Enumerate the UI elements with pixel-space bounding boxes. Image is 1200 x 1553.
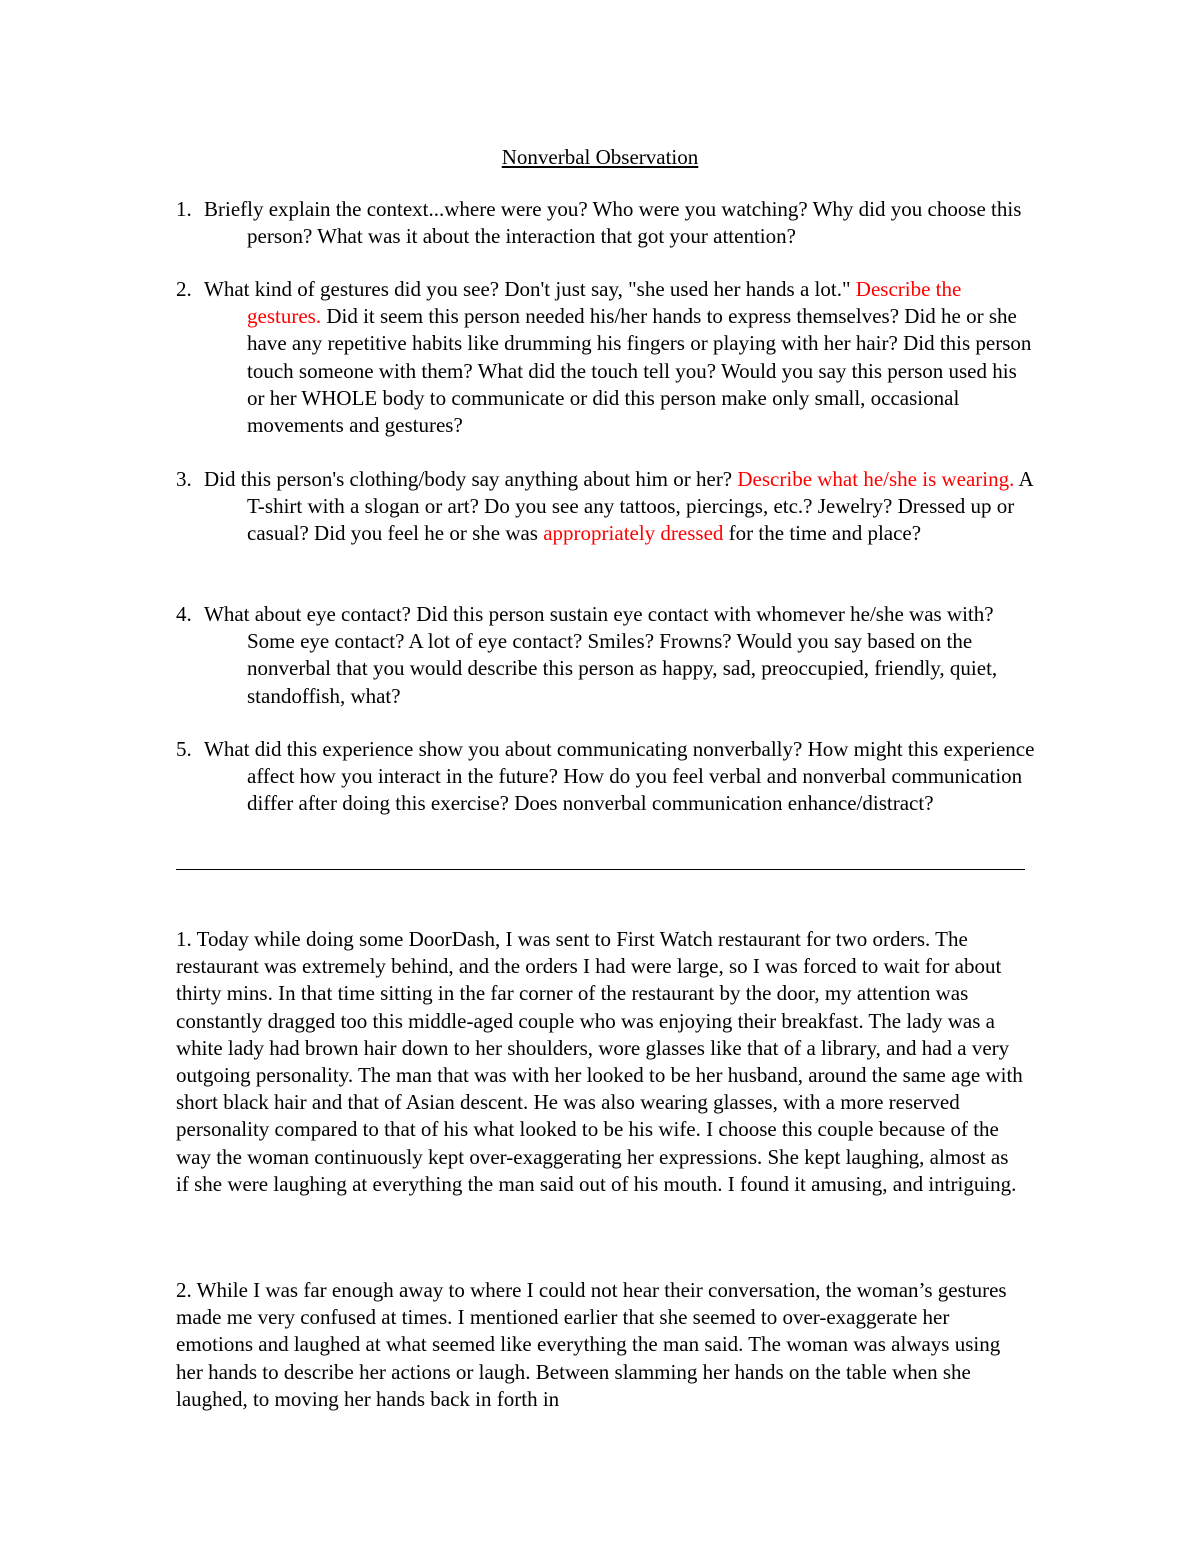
highlighted-instruction: Describe the gestures. xyxy=(247,277,962,329)
question-2 xyxy=(176,276,1036,439)
question-text xyxy=(204,736,1036,818)
question-5 xyxy=(176,736,1036,818)
question-3 xyxy=(176,466,1036,548)
answer-paragraph-2: 2. While I was far enough away to where I could not hear their conversation, the woman’s gestures made me very confused at times. I mentioned earlier that she seemed to over-exaggerate her emotions and laughed at what seemed like everything the man said. The woman was always using her hands to describe her actions or laugh. Between slamming her hands on the table when she laughed, to moving her hands back in forth in xyxy=(176,1278,1007,1411)
highlighted-instruction: appropriately dressed xyxy=(543,521,724,546)
question-text-segment: Did this person's clothing/body say anything about him or her? xyxy=(204,467,738,491)
page-title: Nonverbal Observation xyxy=(501,145,699,169)
question-number: 5. xyxy=(176,737,192,761)
question-number: 4. xyxy=(176,602,192,626)
question-text-segment: What about eye contact? Did this person sustain eye contact with whomever he/she was with? Some eye contact? A lot of eye contact? Smiles? Frowns? Would you say based on the nonverbal that you would describe this person as happy, sad, preoccupied, friendly, quiet, standoffish, what? xyxy=(204,602,998,708)
question-text-segment: for the time and place? xyxy=(723,521,922,546)
question-text xyxy=(204,601,1036,710)
question-number: 1. xyxy=(176,197,192,221)
answer-paragraph-1: 1. Today while doing some DoorDash, I was sent to First Watch restaurant for two orders. The restaurant was extremely behind, and the orders I had were large, so I was forced to wait for about thirty mins. In that time sitting in the far corner of the restaurant by the door, my attention was constantly dragged too this middle-aged couple who was enjoying their breakfast. The lady was a white lady had brown hair down to her shoulders, wore glasses like that of a library, and had a very outgoing personality. The man that was with her looked to be her husband, around the same age with short black hair and that of Asian descent. He was also wearing glasses, with a more reserved personality compared to that of his what looked to be his wife. I choose this couple because of the way the woman continuously kept over-exaggerating her expressions. She kept laughing, almost as if she were laughing at everything the man said out of his mouth. I found it amusing, and intriguing. xyxy=(176,927,1023,1196)
question-1 xyxy=(176,196,1036,250)
question-number: 3. xyxy=(176,467,192,491)
question-text xyxy=(204,466,1036,548)
question-text-segment: Did it seem this person needed his/her hands to express themselves? Did he or she have any repetitive habits like drumming his fingers or playing with her hair? Did this person touch someone with them? What did the touch tell you? Would you say this person used his or her WHOLE body to communicate or did this person make only small, occasional movements and gestures? xyxy=(247,304,1032,438)
question-text-segment: A T-shirt with a slogan or art? Do you see any tattoos, piercings, etc.? Jewelry? Dressed up or casual? Did you feel he or she was xyxy=(247,467,1033,546)
question-text xyxy=(204,276,1036,439)
question-text-segment: Briefly explain the context...where were you? Who were you watching? Why did you choose this person? What was it about the interaction that got your attention? xyxy=(204,197,1022,249)
question-text xyxy=(204,196,1036,250)
highlighted-instruction: Describe what he/she is wearing. xyxy=(737,467,1015,491)
question-text-segment: What kind of gestures did you see? Don't just say, "she used her hands a lot." xyxy=(204,277,856,301)
question-4 xyxy=(176,601,1036,710)
horizontal-divider xyxy=(176,869,1025,870)
question-number: 2. xyxy=(176,277,192,301)
question-text-segment: What did this experience show you about communicating nonverbally? How might this experience affect how you interact in the future? How do you feel verbal and nonverbal communication differ after doing this exercise? Does nonverbal communication enhance/distract? xyxy=(204,737,1035,816)
